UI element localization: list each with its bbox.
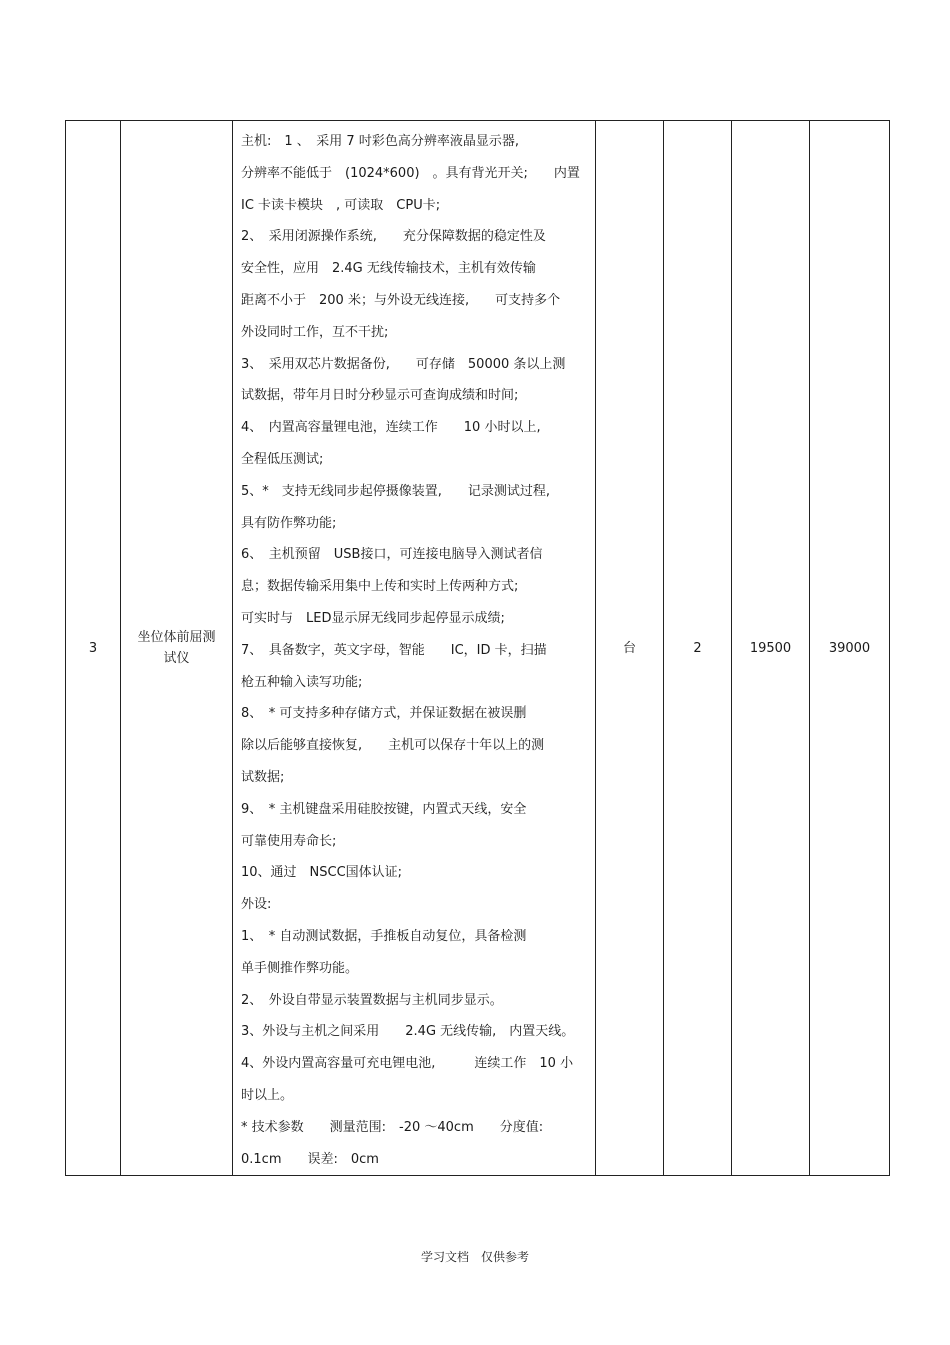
spec-line: 3、 采用双芯片数据备份, 可存储 50000 条以上测 bbox=[241, 356, 566, 372]
spec-table bbox=[65, 120, 890, 1176]
page-footer: 学习文档 仅供参考 bbox=[420, 1250, 529, 1264]
product-name-line: 试仪 bbox=[163, 651, 190, 667]
spec-line: 2、 外设自带显示装置数据与主机同步显示。 bbox=[241, 992, 503, 1008]
spec-line: 4、 内置高容量锂电池，连续工作 10 小时以上, bbox=[241, 420, 541, 436]
total-price: 39000 bbox=[810, 121, 890, 1176]
spec-description bbox=[233, 121, 596, 1176]
spec-line: 外设同时工作，互不干扰; bbox=[241, 324, 389, 340]
spec-line: 10、通过 NSCC国体认证; bbox=[241, 865, 403, 881]
unit-price: 19500 bbox=[732, 121, 810, 1176]
spec-line: 9、 * 主机键盘采用硅胶按键，内置式天线，安全 bbox=[241, 801, 527, 817]
spec-line: 分辨率不能低于 (1024*600) 。具有背光开关; 内置 bbox=[241, 165, 580, 181]
spec-line: 5、* 支持无线同步起停摄像装置, 记录测试过程, bbox=[241, 483, 551, 499]
table-row bbox=[66, 121, 890, 1176]
product-name bbox=[121, 121, 233, 1176]
spec-line: 0.1cm 误差: 0cm bbox=[241, 1151, 379, 1167]
spec-line: 1、 * 自动测试数据，手推板自动复位，具备检测 bbox=[241, 928, 527, 944]
spec-line: 息；数据传输采用集中上传和实时上传两种方式; bbox=[241, 579, 519, 595]
spec-line: 试数据，带年月日时分秒显示可查询成绩和时间; bbox=[241, 388, 519, 404]
spec-line: 全程低压测试; bbox=[241, 451, 324, 467]
spec-line: 7、 具备数字，英文字母，智能 IC，ID 卡，扫描 bbox=[241, 642, 547, 658]
spec-line: 可靠使用寿命长; bbox=[241, 833, 337, 849]
product-name-line: 坐位体前屈测 bbox=[137, 630, 216, 646]
spec-line: 2、 采用闭源操作系统, 充分保障数据的稳定性及 bbox=[241, 229, 546, 245]
spec-line: 4、外设内置高容量可充电锂电池, 连续工作 10 小 bbox=[241, 1056, 574, 1072]
spec-line: 主机: 1 、 采用 7 吋彩色高分辨率液晶显示器, bbox=[241, 134, 519, 149]
quantity: 2 bbox=[664, 121, 732, 1176]
spec-line: 8、 * 可支持多种存储方式，并保证数据在被误删 bbox=[241, 706, 527, 722]
spec-line: 安全性，应用 2.4G 无线传输技术，主机有效传输 bbox=[241, 261, 536, 277]
spec-line: * 技术参数 测量范围: -20 ～40cm 分度值: bbox=[241, 1119, 544, 1135]
row-index: 3 bbox=[66, 121, 121, 1176]
unit: 台 bbox=[596, 121, 664, 1176]
spec-line: 可实时与 LED显示屏无线同步起停显示成绩; bbox=[241, 610, 505, 626]
spec-line: 时以上。 bbox=[241, 1087, 294, 1103]
spec-line: 距离不小于 200 米；与外设无线连接, 可支持多个 bbox=[241, 292, 561, 308]
spec-line: 外设: bbox=[241, 897, 272, 913]
spec-line: 6、 主机预留 USB接口，可连接电脑导入测试者信 bbox=[241, 547, 543, 563]
spec-line: 除以后能够直接恢复, 主机可以保存十年以上的测 bbox=[241, 738, 545, 754]
spec-line: 3、外设与主机之间采用 2.4G 无线传输, 内置天线。 bbox=[241, 1024, 575, 1040]
spec-line: 枪五种输入读写功能; bbox=[241, 674, 363, 690]
spec-line: 具有防作弊功能; bbox=[241, 515, 337, 531]
spec-line: IC 卡读卡模块 , 可读取 CPU卡; bbox=[241, 197, 441, 213]
spec-line: 试数据; bbox=[241, 769, 285, 785]
spec-line: 单手侧推作弊功能。 bbox=[241, 960, 359, 976]
